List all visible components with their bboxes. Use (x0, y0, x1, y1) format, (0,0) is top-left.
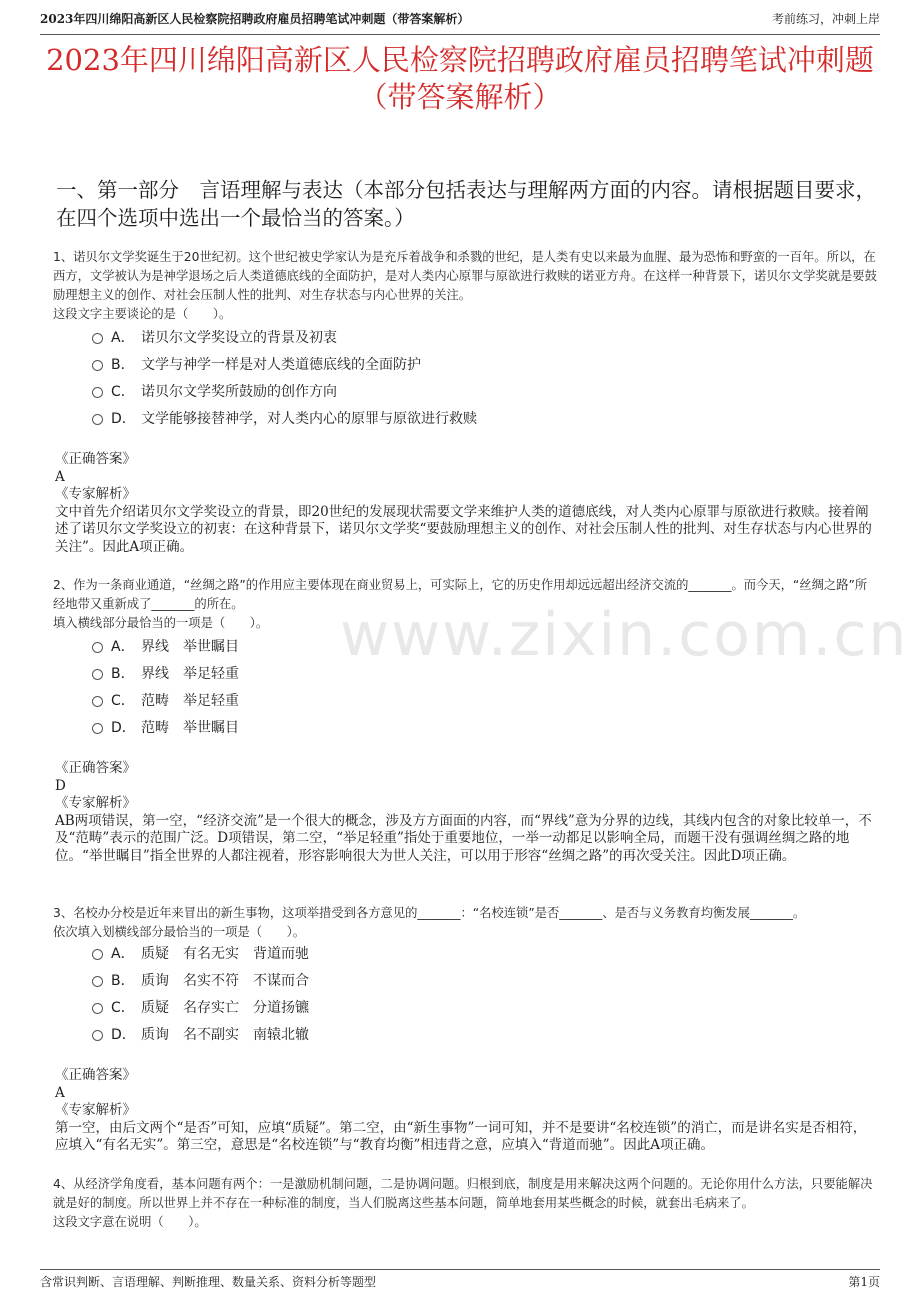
question-prompt: 填入横线部分最恰当的一项是（ ）。 (53, 616, 269, 630)
question-2-stem (53, 576, 878, 633)
q1-option-c[interactable]: C． 诺贝尔文学奖所鼓励的创作方向 (92, 382, 337, 402)
analysis-text: 第一空，由后文两个“是否”可知，应填“质疑”。第二空，由“新生事物”一词可知，并不是要讲“名校连锁”的消亡，而是讲名实是否相符，应填入“有名无实”。第三空，意思是“名校连锁”与“教育均衡”相违背之意，应填入“背道而驰”。因此A项正确。 (55, 1119, 867, 1153)
radio-icon[interactable] (92, 387, 103, 398)
q1-option-a[interactable]: A． 诺贝尔文学奖设立的背景及初衷 (92, 328, 337, 348)
footer-topics: 含常识判断、言语理解、判断推理、数量关系、资料分析等题型 (40, 1275, 377, 1289)
document-title: 2023年四川绵阳高新区人民检察院招聘政府雇员招聘笔试冲刺题（带答案解析） (46, 43, 874, 114)
radio-icon[interactable] (92, 333, 103, 344)
radio-icon[interactable] (92, 723, 103, 734)
question-3-stem (53, 904, 878, 942)
radio-icon[interactable] (92, 669, 103, 680)
question-text: 3、名校办分校是近年来冒出的新生事物，这项举措受到各方意见的_______：“名校连锁”是否_______、是否与义务教育均衡发展_______。 (53, 906, 806, 920)
analysis-label: 《专家解析》 (55, 795, 136, 811)
analysis-text: 文中首先介绍诺贝尔文学奖设立的背景，即20世纪的发展现状需要文学来维护人类的道德底线，对人类内心原罪与原欲进行救赎。接着阐述了诺贝尔文学奖设立的初衷：在这种背景下，诺贝尔文学奖“要鼓励理想主义的创作、对社会压制人性的批判、对生存状态与内心世界的关注”。因此A项正确。 (55, 503, 872, 555)
q2-option-b[interactable]: B． 界线 举足轻重 (92, 664, 239, 684)
section-heading: 一、第一部分 言语理解与表达（本部分包括表达与理解两方面的内容。请根据题目要求，在四个选项中选出一个最恰当的答案。） (56, 178, 876, 230)
radio-icon[interactable] (92, 1030, 103, 1041)
analysis-label: 《专家解析》 (55, 486, 136, 502)
answer-value: A (55, 1084, 65, 1101)
q2-option-a[interactable]: A． 界线 举世瞩目 (92, 637, 239, 657)
answer-value: D (55, 777, 66, 794)
q3-answer-block (55, 1067, 876, 1155)
answer-label: 《正确答案》 (55, 1067, 136, 1083)
radio-icon[interactable] (92, 1003, 103, 1014)
question-prompt: 这段文字主要谈论的是（ ）。 (53, 307, 232, 321)
radio-icon[interactable] (92, 696, 103, 707)
q3-option-a[interactable]: A． 质疑 有名无实 背道而驰 (92, 944, 309, 964)
q1-option-b[interactable]: B． 文学与神学一样是对人类道德底线的全面防护 (92, 355, 421, 375)
page-number: 第1页 (848, 1275, 880, 1289)
answer-label: 《正确答案》 (55, 451, 136, 467)
answer-label: 《正确答案》 (55, 760, 136, 776)
analysis-text: AB两项错误，第一空，“经济交流”是一个很大的概念，涉及方方面面的内容，而“界线”意为分界的边线，其线内包含的对象比较单一，不及“范畴”表示的范围广泛。D项错误，第二空，“举足轻重”指处于重要地位，一举一动都足以影响全局，而题干没有强调丝绸之路的地位。“举世瞩目”指全世界的人都注视着，形容影响很大为世人关注，可以用于形容“丝绸之路”的再次受关注。因此D项正确。 (55, 812, 872, 864)
q3-option-b[interactable]: B． 质询 名实不符 不谋而合 (92, 971, 309, 991)
radio-icon[interactable] (92, 949, 103, 960)
analysis-label: 《专家解析》 (55, 1102, 136, 1118)
radio-icon[interactable] (92, 414, 103, 425)
page-footer (40, 1269, 880, 1297)
question-1-stem (53, 248, 878, 324)
q2-option-d[interactable]: D． 范畴 举世瞩目 (92, 718, 239, 738)
question-prompt: 这段文字意在说明（ ）。 (53, 1215, 207, 1229)
radio-icon[interactable] (92, 976, 103, 987)
q2-answer-block (55, 760, 876, 865)
q1-option-d[interactable]: D． 文学能够接替神学，对人类内心的原罪与原欲进行救赎 (92, 409, 477, 429)
question-text: 2、作为一条商业通道，“丝绸之路”的作用应主要体现在商业贸易上，可实际上，它的历史作用却远远超出经济交流的_______。而今天，“丝绸之路”所经地带又重新成了_______的所在。 (53, 578, 868, 611)
question-4-stem (53, 1175, 878, 1232)
watermark: www.zixin.com.cn (340, 600, 909, 670)
header-doc-title: 2023年四川绵阳高新区人民检察院招聘政府雇员招聘笔试冲刺题（带答案解析） (40, 12, 470, 26)
question-prompt: 依次填入划横线部分最恰当的一项是（ ）。 (53, 925, 306, 939)
page-header (40, 10, 880, 35)
radio-icon[interactable] (92, 642, 103, 653)
q3-option-c[interactable]: C． 质疑 名存实亡 分道扬镳 (92, 998, 309, 1018)
radio-icon[interactable] (92, 360, 103, 371)
q3-option-d[interactable]: D． 质询 名不副实 南辕北辙 (92, 1025, 309, 1045)
question-text: 4、从经济学角度看，基本问题有两个：一是激励机制问题，二是协调问题。归根到底，制度是用来解决这两个问题的。无论你用什么方法，只要能解决就是好的制度。所以世界上并不存在一种标准的制度，当人们脱离这些基本问题，简单地套用某些概念的时候，就套出毛病来了。 (53, 1177, 873, 1210)
q1-answer-block (55, 451, 876, 556)
answer-value: A (55, 468, 65, 485)
q2-option-c[interactable]: C． 范畴 举足轻重 (92, 691, 239, 711)
question-text: 1、诺贝尔文学奖诞生于20世纪初。这个世纪被史学家认为是充斥着战争和杀戮的世纪，是人类有史以来最为血腥、最为恐怖和野蛮的一百年。所以，在西方，文学被认为是神学退场之后人类道德底线的全面防护，是对人类内心原罪与原欲进行救赎的诺亚方舟。在这样一种背景下，诺贝尔文学奖就是要鼓励理想主义的创作、对社会压制人性的批判、对生存状态与内心世界的关注。 (53, 250, 877, 302)
header-slogan: 考前练习，冲刺上岸 (771, 12, 880, 26)
